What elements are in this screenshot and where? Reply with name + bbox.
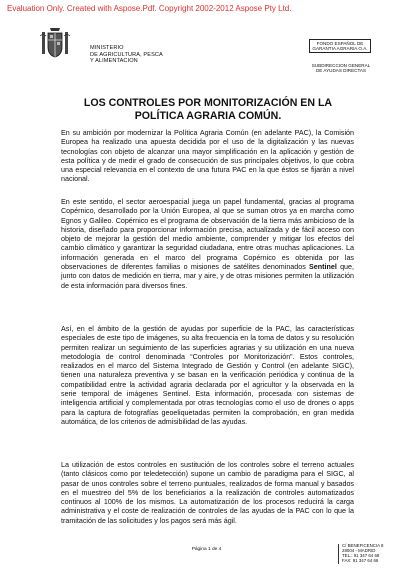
ministry-line: MINISTERIO bbox=[90, 45, 124, 51]
fega-box bbox=[309, 39, 371, 53]
paragraph-2-text-a: En este sentido, el sector aeroespacial juega un papel fundamental, gracias al programa Copérnico, desarrollado por la Unión Europea, al que se suman otros ya en marcha como Egnos y Galileo. Copérnico es el programa de observación de la tierra más ambicioso de la historia, diseñado para proporcionar información precisa, actualizada y de fácil acceso con objeto de mejorar la gestión del medio ambiente, comprender y mitigar los efectos del cambio climático y garantizar la seguridad ciudadana, entre otras muchas aplicaciones. La información generada en el marco del programa Copérnico es obtenida por las observaciones de diferentes familias o misiones de satélites denominados bbox=[61, 198, 354, 272]
sentinel-bold: Sentinel bbox=[309, 263, 337, 272]
address-line: C/ BENEFICENCIA 8 bbox=[342, 543, 384, 548]
paragraph-2 bbox=[61, 198, 354, 291]
subdirectorate bbox=[302, 63, 380, 74]
subdirectorate-line: SUBDIRECCION GENERAL bbox=[311, 63, 371, 68]
address-line: TEL.: 91 347 64 68 bbox=[342, 552, 380, 558]
page-number: Página 1 de 4 bbox=[191, 547, 222, 552]
ministry-line: DE AGRICULTURA, PESCA bbox=[90, 51, 163, 58]
footer-address bbox=[338, 544, 383, 564]
paragraph-3: Así, en el ámbito de la gestión de ayudas por superficie de la PAC, las características especiales de este tipo de imágenes, su alta frecuencia en la toma de datos y su resolución permiten realizar un seguimiento de las superficies agrarias y su utilización en una nueva metodología de control denominada “Controles por Monitorización”. Estos controles, realizados en el marco del Sistema Integrado de Gestión y Control (en adelante SIGC), tienen una naturaleza preventiva y se basan en la verificación periódica y continua de la compatibilidad entre la actividad agraria declarada por el agricultor y la observada en la serie temporal de imágenes Sentinel. Esta información, procesada con sistemas de inteligencia artificial y complementada por otras tecnologías como el uso de drones o apps para la captura de fotografías geoeliquetadas permiten la comprobación, en gran medida automática, de los criterios de admisibilidad de las ayudas. bbox=[61, 325, 354, 426]
coat-of-arms-icon bbox=[40, 26, 70, 60]
ministry-name bbox=[90, 45, 163, 65]
paragraph-1: En su ambición por modernizar la Política Agraria Común (en adelante PAC), la Comisión Europea ha realizado una apuesta decidida por el uso de la digitalización y las nuevas tecnologías con objeto de alcanzar una mayor simplificación en la aplicación y gestión de esta política y de medir el grado de consecución de sus principales objetivos, lo que cobra una especial relevancia en el contexto de una futura PAC en la que éstos se fijarán a nivel nacional. bbox=[61, 129, 354, 184]
ministry-line: Y ALIMENTACION bbox=[90, 58, 138, 65]
address-line: FAX: 91 347 64 66 bbox=[342, 557, 379, 563]
address-line: 28004 - MADRID bbox=[342, 547, 376, 553]
title-line: POLÍTICA AGRARIA COMÚN. bbox=[134, 110, 282, 122]
evaluation-watermark: Evaluation Only. Created with Aspose.Pdf. Copyright 2002-2012 Aspose Pty Ltd. bbox=[7, 4, 292, 13]
paragraph-4: La utilización de estos controles en sustitución de los controles sobre el terreno actuales (tanto clásicos como por teledetección) supone un cambio de paradigma para el SIGC, al pasar de unos controles sobre el terreno puntuales, realizados de forma manual y basados en el muestreo del 5% de los beneficiarios a la realización de controles automatizados continuos al 100% de los mismos. La automatización de los procesos reducirá la carga administrativa y el coste de realización de controles de las ayudas de la PAC con lo que la tramitación de las solicitudes y los pagos será más ágil. bbox=[61, 461, 354, 525]
title-line: LOS CONTROLES POR MONITORIZACIÓN EN LA bbox=[83, 97, 333, 109]
subdirectorate-line: DE AYUDAS DIRECTAS bbox=[315, 68, 367, 74]
paragraph-2-text-b: que, junto con datos de medición en tierra, mar y aire, y de otras misiones permiten la utilización de esta información para diversos fines. bbox=[61, 263, 354, 290]
fega-line: GARANTIA AGRARIA O.A. bbox=[312, 46, 368, 52]
document-title bbox=[58, 97, 358, 123]
fega-line: FONDO ESPAÑOL DE bbox=[316, 41, 364, 46]
